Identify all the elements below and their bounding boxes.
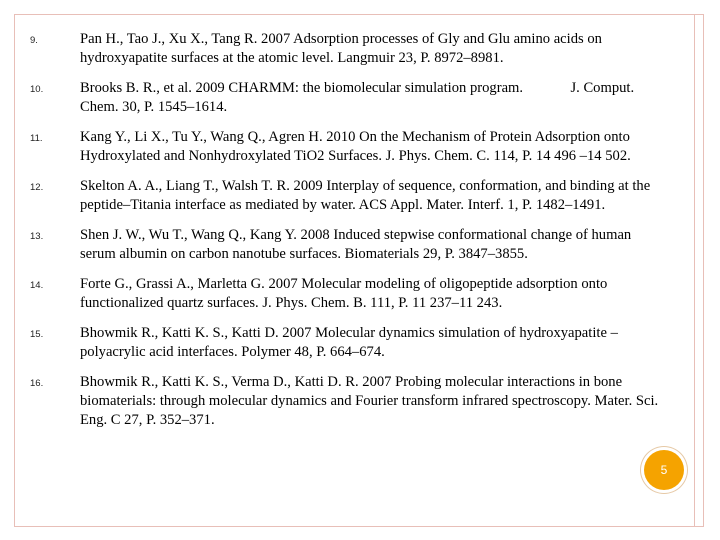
reference-number: 11. (30, 133, 43, 144)
reference-number: 14. (30, 280, 44, 291)
reference-number: 12. (30, 182, 44, 193)
reference-number: 16. (30, 378, 44, 389)
page-number-badge (644, 450, 684, 490)
reference-text: Pan H., Tao J., Xu X., Tang R. 2007 Adsorption processes of Gly and Glu amino acids on hydroxyapatite surfaces at the atomic level. Langmuir 23, P. 8972–8981. (80, 31, 602, 66)
reference-text: Bhowmik R., Katti K. S., Katti D. 2007 Molecular dynamics simulation of hydroxyapatite –polyacrylic acid interfaces. Polymer 48, P. 664–674. (80, 325, 618, 360)
reference-item (30, 128, 670, 166)
reference-item (30, 177, 670, 215)
reference-item (30, 373, 670, 430)
reference-text: Forte G., Grassi A., Marletta G. 2007 Molecular modeling of oligopeptide adsorption onto functionalized quartz surfaces. J. Phys. Chem. B. 111, P. 11 237–11 243. (80, 276, 608, 311)
reference-list (30, 30, 670, 441)
reference-number: 9. (30, 35, 38, 46)
reference-item (30, 275, 670, 313)
reference-text: Kang Y., Li X., Tu Y., Wang Q., Agren H. 2010 On the Mechanism of Protein Adsorption onto Hydroxylated and Nonhydroxylated TiO2 Surfaces. J. Phys. Chem. C. 114, P. 14 496 –14 502. (80, 129, 631, 164)
reference-text: Brooks B. R., et al. 2009 CHARMM: the biomolecular simulation program. J. Comput. Chem. 30, P. 1545–1614. (80, 80, 638, 115)
reference-item (30, 324, 670, 362)
reference-item (30, 226, 670, 264)
reference-text: Skelton A. A., Liang T., Walsh T. R. 2009 Interplay of sequence, conformation, and binding at the peptide–Titania interface as mediated by water. ACS Appl. Mater. Interf. 1, P. 1482–1491. (80, 178, 651, 213)
reference-number: 13. (30, 231, 44, 242)
reference-number: 10. (30, 84, 44, 95)
reference-text: Shen J. W., Wu T., Wang Q., Kang Y. 2008 Induced stepwise conformational change of human serum albumin on carbon nanotube surfaces. Biomaterials 29, P. 3847–3855. (80, 227, 632, 262)
reference-text: Bhowmik R., Katti K. S., Verma D., Katti D. R. 2007 Probing molecular interactions in bone biomaterials: through molecular dynamics and Fourier transform infrared spectroscopy. Mater. Sci. Eng. C 27, P. 352–371. (80, 374, 659, 428)
page-number: 5 (660, 463, 668, 477)
reference-number: 15. (30, 329, 44, 340)
reference-item (30, 30, 670, 68)
reference-item (30, 79, 670, 117)
frame-right-rule (694, 14, 695, 527)
